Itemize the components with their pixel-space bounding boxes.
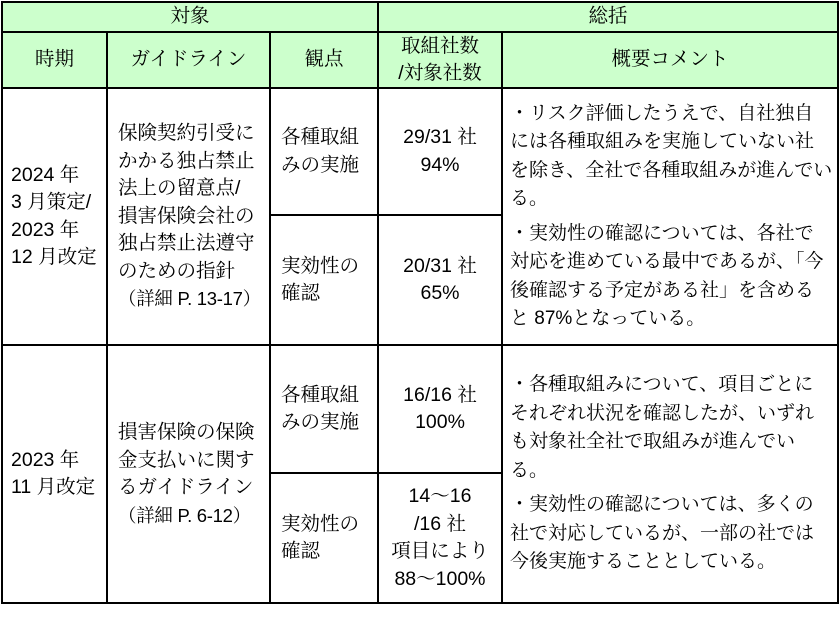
- comment-cell: [501, 344, 839, 604]
- guideline-title: 損害保険の保険 金支払いに関す るガイドライン: [118, 421, 255, 498]
- comment-paragraph: ・実効性の確認については、多くの 社で対応しているが、一部の社では 今後実施することとしている。: [510, 494, 815, 573]
- viewpoint-cell: 実効性の 確認: [269, 214, 379, 346]
- count-cell: 20/31 社 65%: [377, 214, 503, 346]
- count-cell: 29/31 社 94%: [377, 87, 503, 216]
- header-guideline: ガイドライン: [106, 31, 271, 89]
- viewpoint-cell: 各種取組 みの実施: [269, 344, 379, 474]
- period-cell: 2024 年 3 月策定/ 2023 年 12 月改定: [1, 87, 108, 346]
- comment-content: [510, 371, 814, 577]
- guideline-title: 保険契約引受に かかる独占禁止 法上の留意点/ 損害保険会社の 独占禁止法遵守 のための指針: [118, 122, 255, 282]
- viewpoint-cell: 実効性の 確認: [269, 472, 379, 604]
- guideline-content: [118, 120, 261, 313]
- guideline-reference: （詳細 P. 6-12）: [118, 504, 251, 526]
- comment-content: [510, 100, 832, 334]
- guideline-cell: [106, 344, 271, 604]
- header-viewpoint: 観点: [269, 31, 379, 89]
- header-comment: 概要コメント: [501, 31, 839, 89]
- header-summary: 総括: [377, 1, 839, 33]
- guideline-content: [118, 419, 255, 529]
- header-count: 取組社数 /対象社数: [377, 31, 503, 89]
- guideline-cell: [106, 87, 271, 346]
- header-target: 対象: [1, 1, 379, 33]
- header-period: 時期: [1, 31, 108, 89]
- comment-paragraph: ・実効性の確認については、各社で 対応を進めている最中であるが、「今 後確認する予定がある社」を含める と 87%となっている。: [510, 222, 824, 329]
- comment-cell: [501, 87, 839, 346]
- guideline-reference: （詳細 P. 13-17）: [118, 288, 261, 310]
- viewpoint-cell: 各種取組 みの実施: [269, 87, 379, 216]
- count-cell: 16/16 社 100%: [377, 344, 503, 474]
- count-cell: 14～16 /16 社 項目により 88～100%: [377, 472, 503, 604]
- period-cell: 2023 年 11 月改定: [1, 344, 108, 604]
- comment-paragraph: ・各種取組みについて、項目ごとに それぞれ状況を確認したが、いずれ も対象社全社で取組みが進んでい る。: [510, 374, 815, 481]
- comment-paragraph: ・リスク評価したうえで、自社独自 には各種取組みを実施していない社 を除き、全社で各種取組みが進んでい る。: [510, 102, 833, 209]
